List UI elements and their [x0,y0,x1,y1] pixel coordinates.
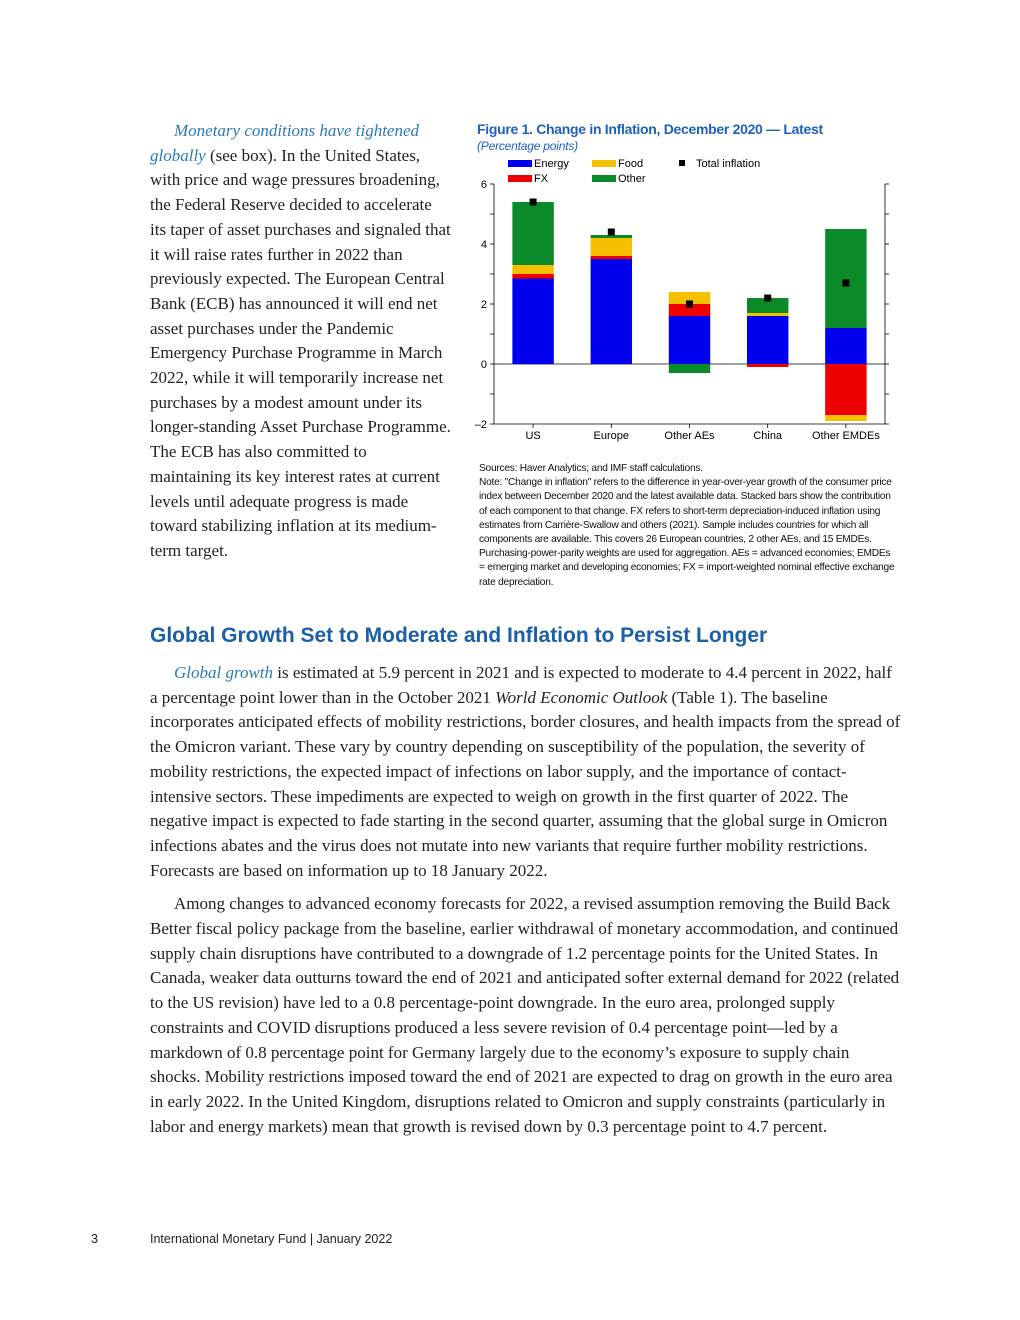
bar-other [825,229,866,328]
legend-label: FX [534,173,549,185]
bar-food [512,265,553,274]
figure-1 [474,121,897,588]
global-growth-paragraph [150,661,902,883]
paragraph-text: is estimated at 5.9 percent in 2021 and is expected to moderate to 4.4 percent in 2022, half a percentage point lower than in the October 2021 [150,663,892,707]
total-inflation-marker [608,229,615,236]
bar-energy [669,316,710,364]
legend-swatch [592,175,616,182]
page-number: 3 [91,1232,98,1246]
paragraph-text: (see box). In the United States, with price and wage pressures broadening, the Federal Reserve decided to accelerate its taper of asset purchases and signaled that it will raise rates further in 2022 than previously expected. The European Central Bank (ECB) has announced it will end net asset purchases under the Pandemic Emergency Purchase Programme in March 2022, while it will temporarily increase net purchases by a modest amount under its longer-standing Asset Purchase Programme. The ECB has also committed to maintaining its key interest rates at current levels until adequate progress is made toward stabilizing inflation at its medium-term target. [150,145,451,560]
paragraph-lead-in: Global growth [174,663,274,682]
x-tick-label: Other EMDEs [811,430,880,442]
bar-food [591,238,632,256]
bar-other [669,364,710,373]
bar-food [825,415,866,421]
y-tick-label: 2 [480,299,487,311]
publication-title: World Economic Outlook [495,687,668,707]
y-tick-label: 0 [480,359,487,371]
legend-label: Total inflation [696,158,761,170]
legend-label: Food [618,158,644,170]
total-inflation-marker [686,301,693,308]
figure-notes [479,462,895,590]
x-tick-label: Other AEs [664,430,715,442]
bar-energy [512,279,553,365]
advanced-economy-paragraph: Among changes to advanced economy forecasts for 2022, a revised assumption removing the Build Back Better fiscal policy package from the baseline, earlier withdrawal of monetary accommodation, and continued supply chain disruptions have contributed to a downgrade of 1.2 percentage points for the United States. In Canada, weaker data outturns toward the end of 2021 and anticipated softer external demand for 2022 (related to the US revision) have led to a 0.8 percentage-point downgrade. In the euro area, prolonged supply constraints and COVID disruptions produced a less severe revision of 0.4 percentage point—led by a markdown of 0.8 percentage point for Germany largely due to the economy’s exposure to supply chain shocks. Mobility restrictions imposed toward the end of 2021 are expected to drag on growth in the euro area in early 2022. In the United Kingdom, disruptions related to Omicron and supply constraints (particularly in labor and energy markets) mean that growth is revised down by 0.3 percentage point to 4.7 percent. [150,894,900,1136]
left-column [150,119,452,564]
y-tick-label: 4 [480,239,487,251]
legend-swatch [508,175,532,182]
bar-food [747,313,788,316]
bar-fx [512,274,553,279]
bar-energy [591,259,632,364]
bar-energy [747,316,788,364]
y-tick-label: 6 [480,179,487,191]
legend-marker-total [679,160,685,166]
bar-other [512,202,553,265]
footer-source: International Monetary Fund | January 2022 [150,1232,393,1246]
legend-label: Other [618,173,646,185]
figure-title: Figure 1. Change in Inflation, December 2020 — Latest [477,121,823,137]
bar-fx [591,256,632,259]
inflation-bar-chart [474,157,897,457]
x-tick-label: US [525,430,541,442]
total-inflation-marker [530,199,537,206]
section-heading: Global Growth Set to Moderate and Inflation to Persist Longer [150,624,768,647]
bar-fx [747,364,788,367]
x-tick-label: China [753,430,783,442]
legend-swatch [592,160,616,167]
monetary-conditions-paragraph [150,119,452,564]
figure-sources: Sources: Haver Analytics; and IMF staff calculations. [479,463,703,474]
bar-fx [825,364,866,415]
paragraph-lead-in: Monetary conditions have tightened globally [150,121,420,165]
figure-note: Note: "Change in inflation" refers to the difference in year-over-year growth of the consumer price index between December 2020 and the latest available data. Stacked bars show the contribution of each component to that change. FX refers to short-term depreciation-induced inflation using estimates from Carrière-Swallow and others (2021). Sample includes countries for which all components are available. This covers 26 European countries, 2 other AEs, and 15 EMDEs. Purchasing-power-parity weights are used for aggregation. AEs = advanced economies; EMDEs = emerging market and developing economies; FX = import-weighted nominal effective exchange rate depreciation. [479,477,895,588]
figure-subtitle: (Percentage points) [477,139,578,153]
bar-energy [825,328,866,364]
y-tick-label: –2 [474,419,487,431]
paragraph-text: (Table 1). The baseline incorporates anticipated effects of mobility restrictions, border closures, and health impacts from the spread of the Omicron variant. These vary by country depending on susceptibility of the population, the severity of mobility restrictions, the expected impact of infections on labor supply, and the importance of contact-intensive sectors. These impediments are expected to weigh on growth in the first quarter of 2022. The negative impact is expected to fade starting in the second quarter, assuming that the global surge in Omicron infections abates and the virus does not mutate into new variants that require further mobility restrictions. Forecasts are based on information up to 18 January 2022. [150,687,901,880]
legend-label: Energy [534,158,569,170]
legend-swatch [508,160,532,167]
body-text [150,661,902,1148]
x-tick-label: Europe [593,430,630,442]
total-inflation-marker [764,295,771,302]
total-inflation-marker [842,280,849,287]
